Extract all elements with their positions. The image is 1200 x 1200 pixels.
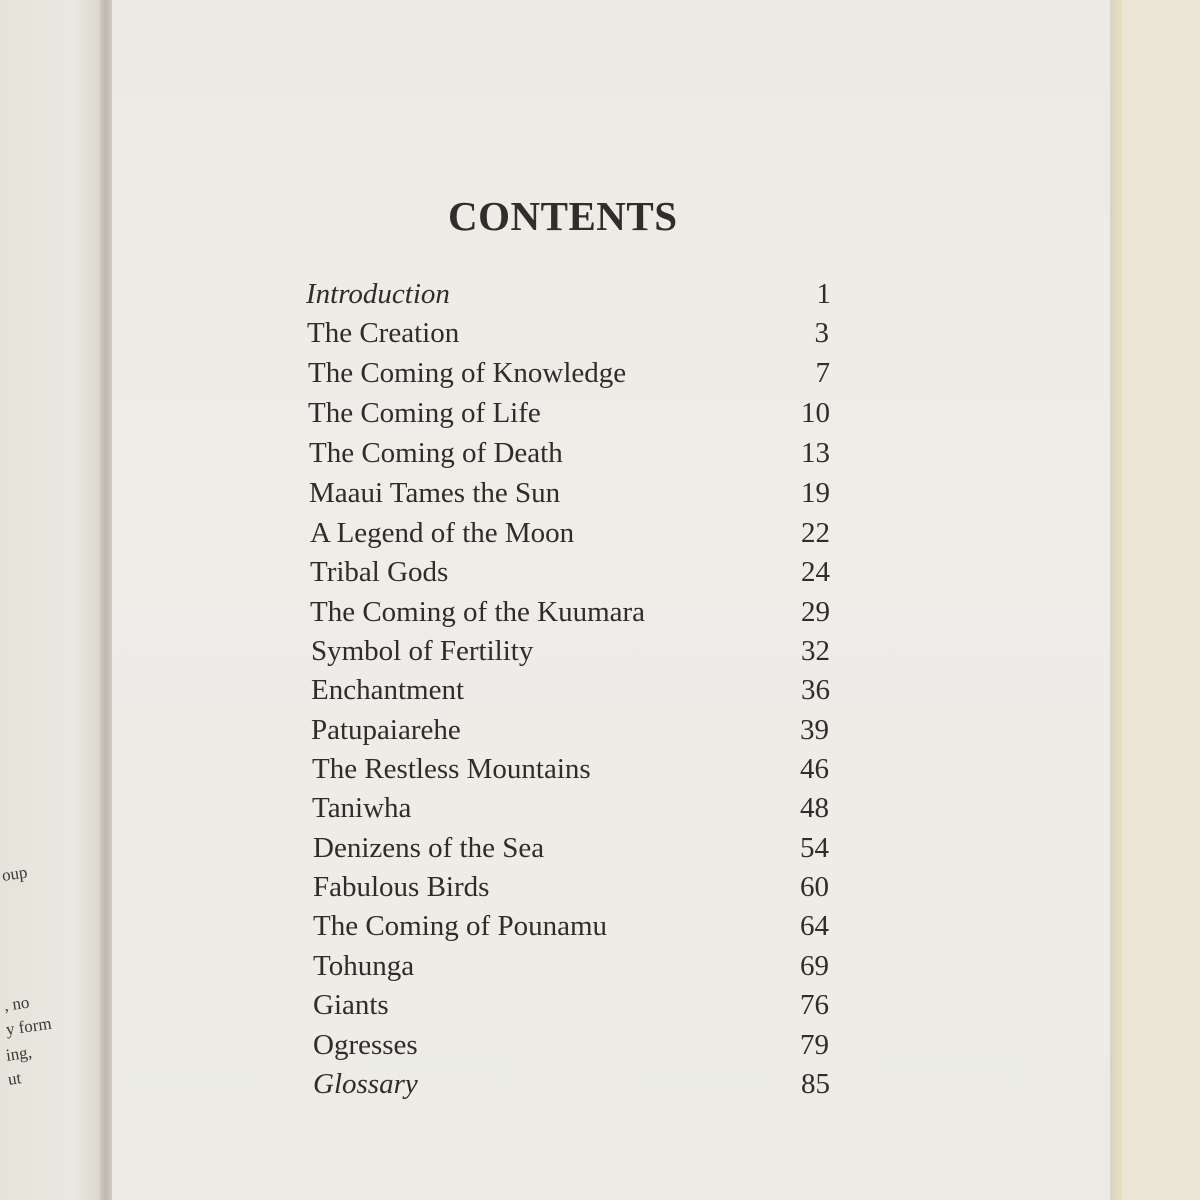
toc-entry-page: 7 xyxy=(815,357,830,389)
toc-entry xyxy=(311,712,829,748)
toc-entry-title: Symbol of Fertility xyxy=(311,635,534,667)
toc-entry-page: 19 xyxy=(801,477,830,509)
toc-entry-page: 22 xyxy=(801,517,830,549)
toc-entry-page: 76 xyxy=(800,989,829,1021)
toc-entry-title: Enchantment xyxy=(311,674,465,706)
toc-entry-title: The Coming of Life xyxy=(308,397,541,429)
toc-entry-page: 69 xyxy=(800,950,829,982)
toc-entry-title: Giants xyxy=(313,989,389,1021)
toc-entry-title: The Creation xyxy=(307,317,460,349)
toc-entry-page: 54 xyxy=(800,832,829,864)
toc-entry-page: 39 xyxy=(800,714,829,746)
toc-entry-page: 10 xyxy=(801,397,830,429)
toc-entry xyxy=(311,672,830,708)
toc-entry xyxy=(310,554,830,590)
toc-entry-title: Patupaiarehe xyxy=(311,714,461,746)
toc-entry-title: Ogresses xyxy=(313,1029,418,1061)
toc-entry xyxy=(308,355,830,391)
toc-entry-title: The Coming of Death xyxy=(309,437,563,469)
toc-entry-title: Glossary xyxy=(313,1068,418,1100)
toc-entry xyxy=(313,908,829,944)
toc-entry-title: Tribal Gods xyxy=(310,556,449,588)
toc-entry xyxy=(313,1027,829,1063)
toc-entry-page: 13 xyxy=(801,437,830,469)
toc-entry xyxy=(313,869,829,905)
toc-entry xyxy=(313,830,829,866)
toc-entry xyxy=(310,594,830,630)
toc-entry-page: 79 xyxy=(800,1029,829,1061)
toc-entry xyxy=(309,475,830,511)
toc-entry-page: 36 xyxy=(801,674,830,706)
toc-entry-page: 85 xyxy=(801,1068,830,1100)
toc-entry xyxy=(306,276,831,312)
toc-entry-title: The Coming of the Kuumara xyxy=(310,596,646,628)
toc-entry xyxy=(311,633,830,669)
toc-entry-title: The Coming of Pounamu xyxy=(313,910,608,942)
toc-entry-page: 48 xyxy=(800,792,829,824)
toc-entry-title: Maaui Tames the Sun xyxy=(309,477,561,509)
toc-entry xyxy=(313,987,829,1023)
toc-entry-page: 64 xyxy=(800,910,829,942)
toc-entry-title: Introduction xyxy=(306,278,450,310)
toc-entry-title: Tohunga xyxy=(313,950,415,982)
toc-entry xyxy=(309,435,830,471)
left-page-text-fragment: oup xyxy=(0,862,29,885)
toc-entry xyxy=(312,751,829,787)
toc-entry-page: 60 xyxy=(800,871,829,903)
toc-entry-title: Denizens of the Sea xyxy=(313,832,545,864)
toc-entry xyxy=(308,395,830,431)
toc-entry-title: A Legend of the Moon xyxy=(310,517,575,549)
page-title: CONTENTS xyxy=(448,193,678,239)
left-page-text-fragment: ut xyxy=(6,1068,23,1089)
left-page-text-fragment: , no xyxy=(2,992,31,1015)
toc-entry-title: The Coming of Knowledge xyxy=(308,357,627,389)
toc-entry xyxy=(312,790,829,826)
toc-entry xyxy=(310,515,830,551)
toc-entry-title: Taniwha xyxy=(312,792,412,824)
toc-entry xyxy=(313,1066,830,1102)
toc-entry-page: 1 xyxy=(816,278,831,310)
left-page-text-fragment: y form xyxy=(4,1013,53,1039)
toc-entry-page: 46 xyxy=(800,753,829,785)
toc-entry-page: 29 xyxy=(801,596,830,628)
toc-entry-title: The Restless Mountains xyxy=(312,753,591,785)
toc-entry-page: 3 xyxy=(814,317,829,349)
toc-entry-page: 32 xyxy=(801,635,830,667)
toc-entry-title: Fabulous Birds xyxy=(313,871,490,903)
toc-entry-page: 24 xyxy=(801,556,830,588)
left-page-text-fragment: ing, xyxy=(4,1042,33,1065)
toc-entry xyxy=(307,315,829,351)
toc-entry xyxy=(313,948,829,984)
